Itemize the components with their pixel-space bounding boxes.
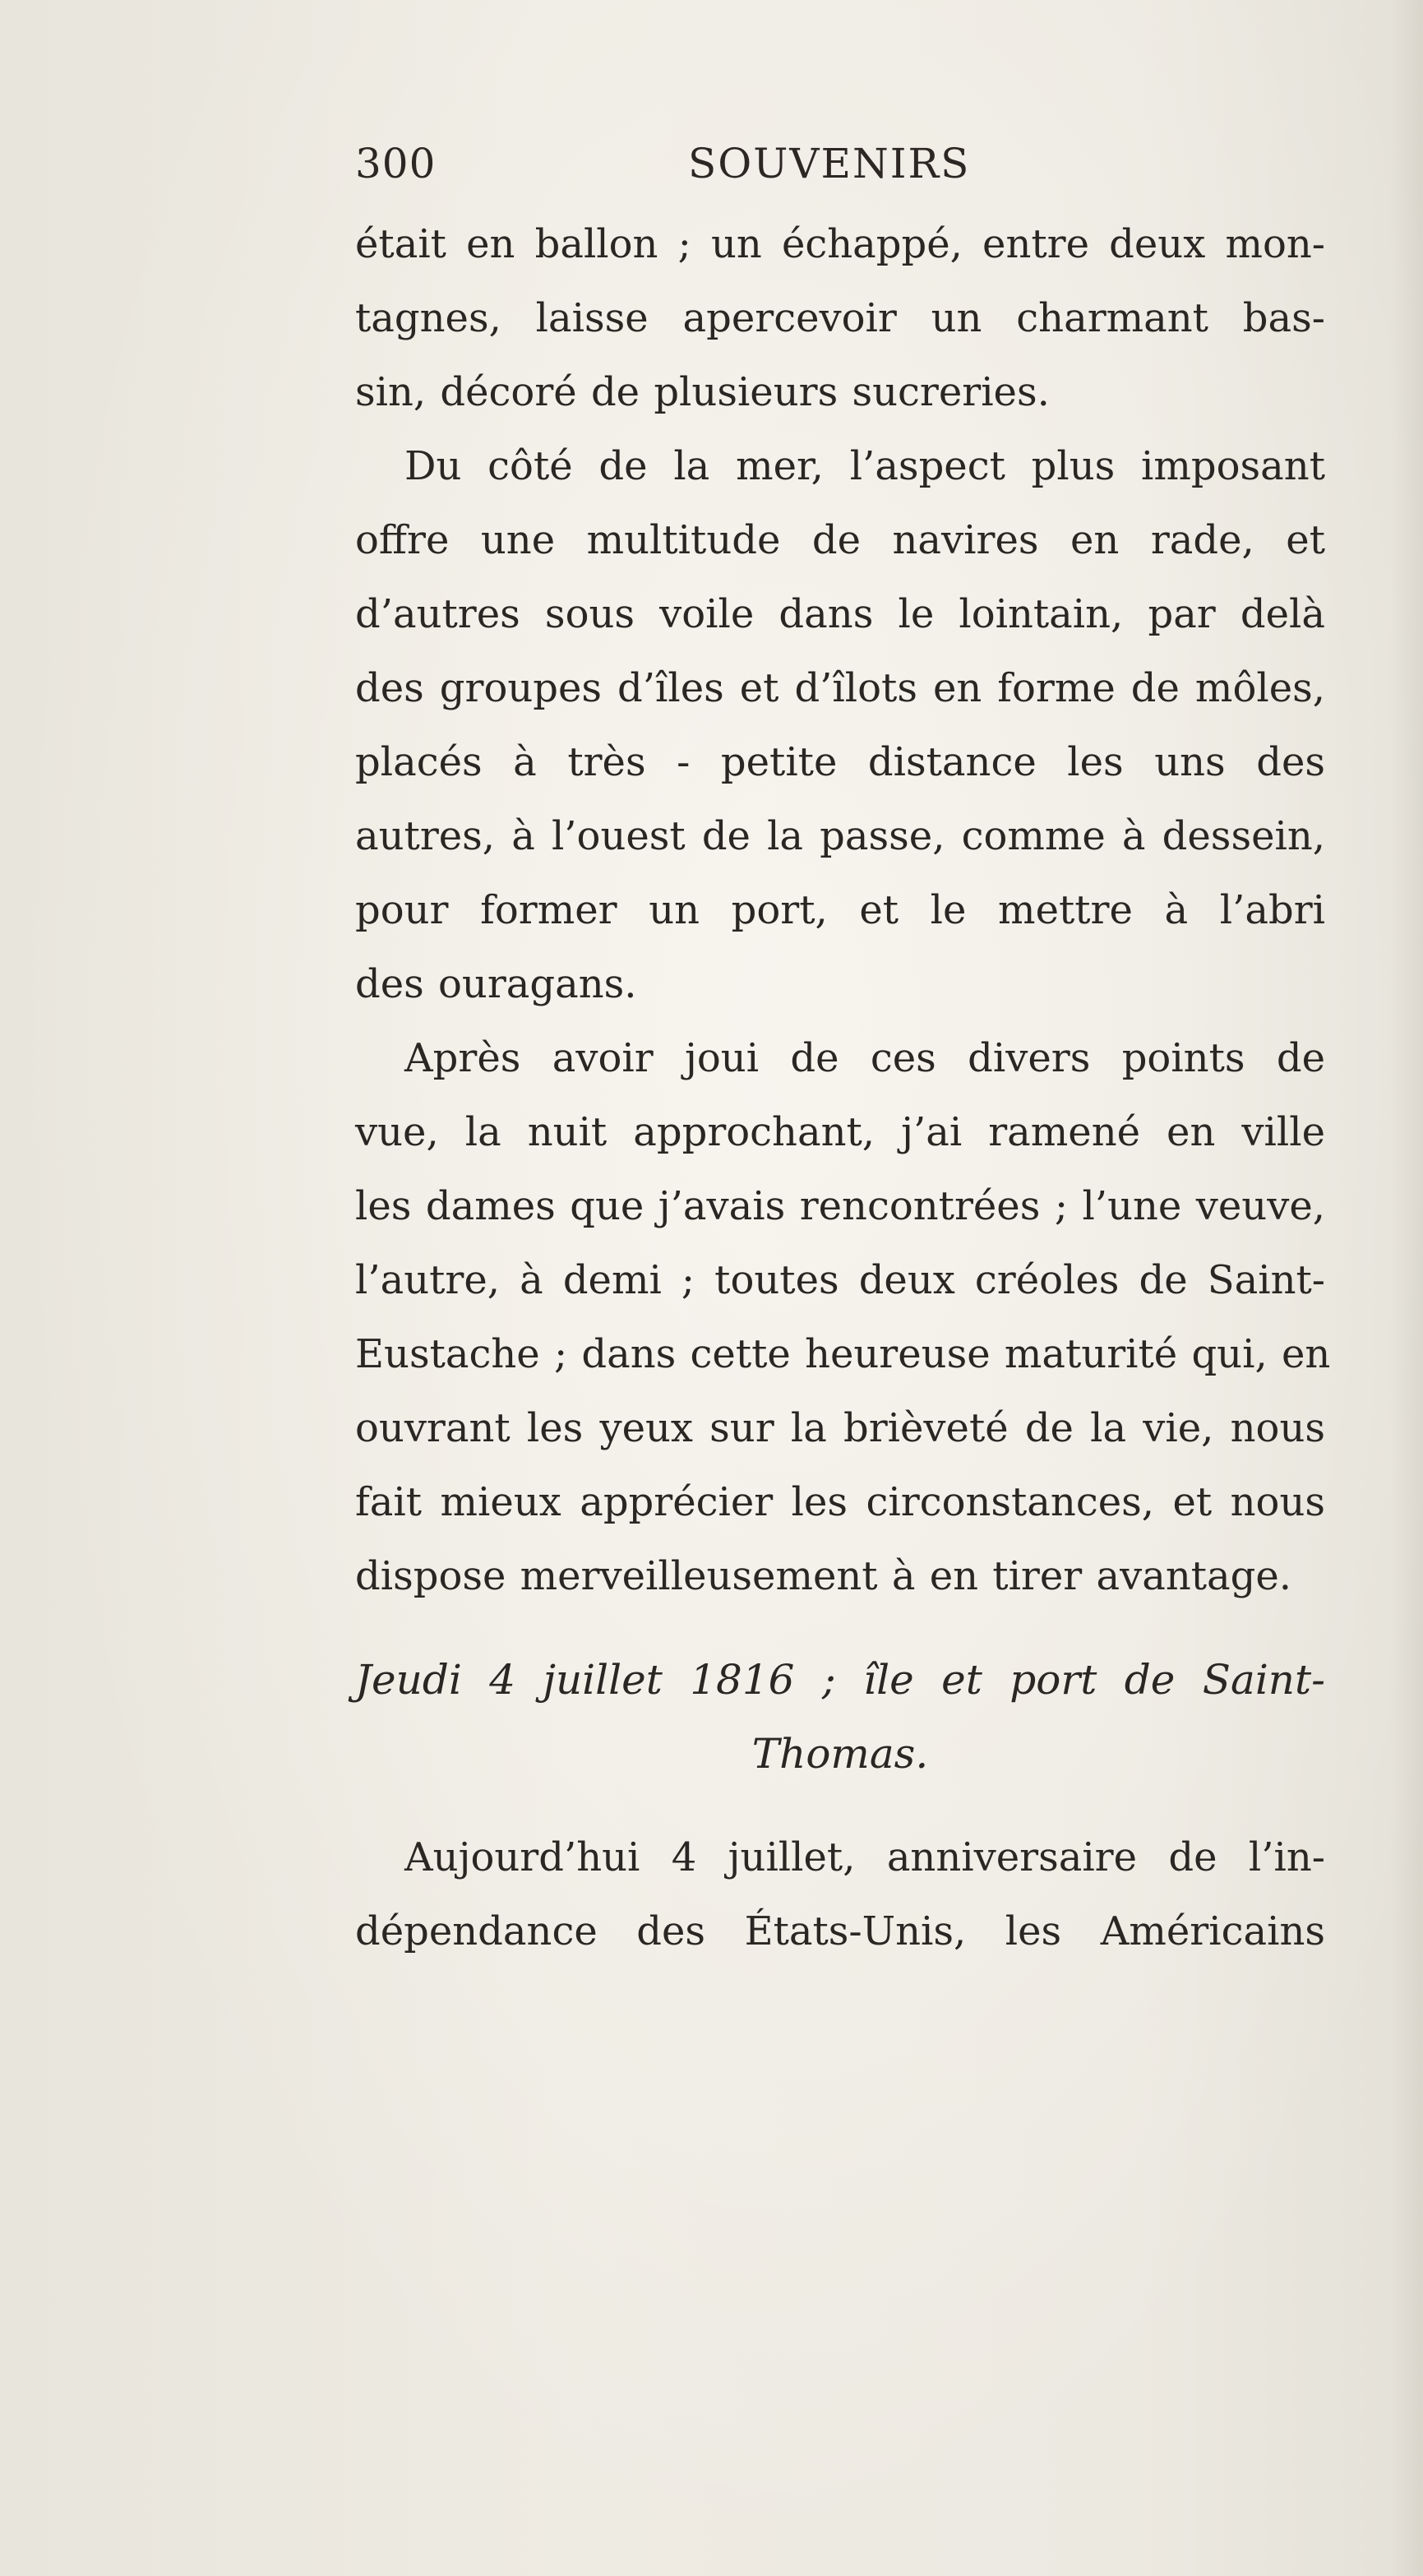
text-line: les dames que j’avais rencontrées ; l’une veuve, <box>355 1183 1325 1229</box>
text-line: dépendance des États-Unis, les Américains <box>355 1908 1325 1954</box>
text-line: placés à très - petite distance les uns des <box>355 739 1325 785</box>
paragraph-4 <box>355 1820 1325 1968</box>
text-line: l’autre, à demi ; toutes deux créoles de Saint- <box>355 1257 1325 1303</box>
text-line: tagnes, laisse apercevoir un charmant bas- <box>355 295 1325 341</box>
text-line: vue, la nuit approchant, j’ai ramené en ville <box>355 1109 1325 1155</box>
text-line: était en ballon ; un échappé, entre deux mon- <box>355 221 1325 267</box>
dateline-line: Thomas. <box>751 1730 929 1778</box>
text-line: offre une multitude de navires en rade, et <box>355 517 1325 563</box>
text-line: d’autres sous voile dans le lointain, par delà <box>355 591 1325 637</box>
dateline-heading <box>355 1643 1325 1791</box>
page-header <box>355 140 1325 197</box>
text-line: sin, décoré de plusieurs sucreries. <box>355 369 1050 415</box>
text-line: des groupes d’îles et d’îlots en forme de môles, <box>355 665 1325 711</box>
text-line: pour former un port, et le mettre à l’abri <box>355 887 1325 933</box>
text-line: fait mieux apprécier les circonstances, et nous <box>355 1479 1325 1525</box>
body-text <box>355 207 1331 1968</box>
text-line: autres, à l’ouest de la passe, comme à dessein, <box>355 813 1325 859</box>
text-line: Aujourd’hui 4 juillet, anniversaire de l’in- <box>404 1834 1325 1880</box>
text-line: Eustache ; dans cette heureuse maturité qui, en <box>355 1331 1331 1377</box>
text-line: des ouragans. <box>355 961 637 1007</box>
text-line: Du côté de la mer, l’aspect plus imposant <box>404 443 1325 489</box>
text-line: Après avoir joui de ces divers points de <box>404 1035 1325 1081</box>
dateline-line: Jeudi 4 juillet 1816 ; île et port de Saint- <box>355 1656 1325 1704</box>
paragraph-2 <box>355 429 1325 1021</box>
running-head: SOUVENIRS <box>688 140 971 187</box>
paragraph-1 <box>355 207 1325 429</box>
text-line: dispose merveilleusement à en tirer avantage. <box>355 1553 1292 1599</box>
text-line: ouvrant les yeux sur la brièveté de la vie, nous <box>355 1405 1325 1451</box>
paragraph-3 <box>355 1021 1331 1613</box>
page-number: 300 <box>355 140 437 187</box>
